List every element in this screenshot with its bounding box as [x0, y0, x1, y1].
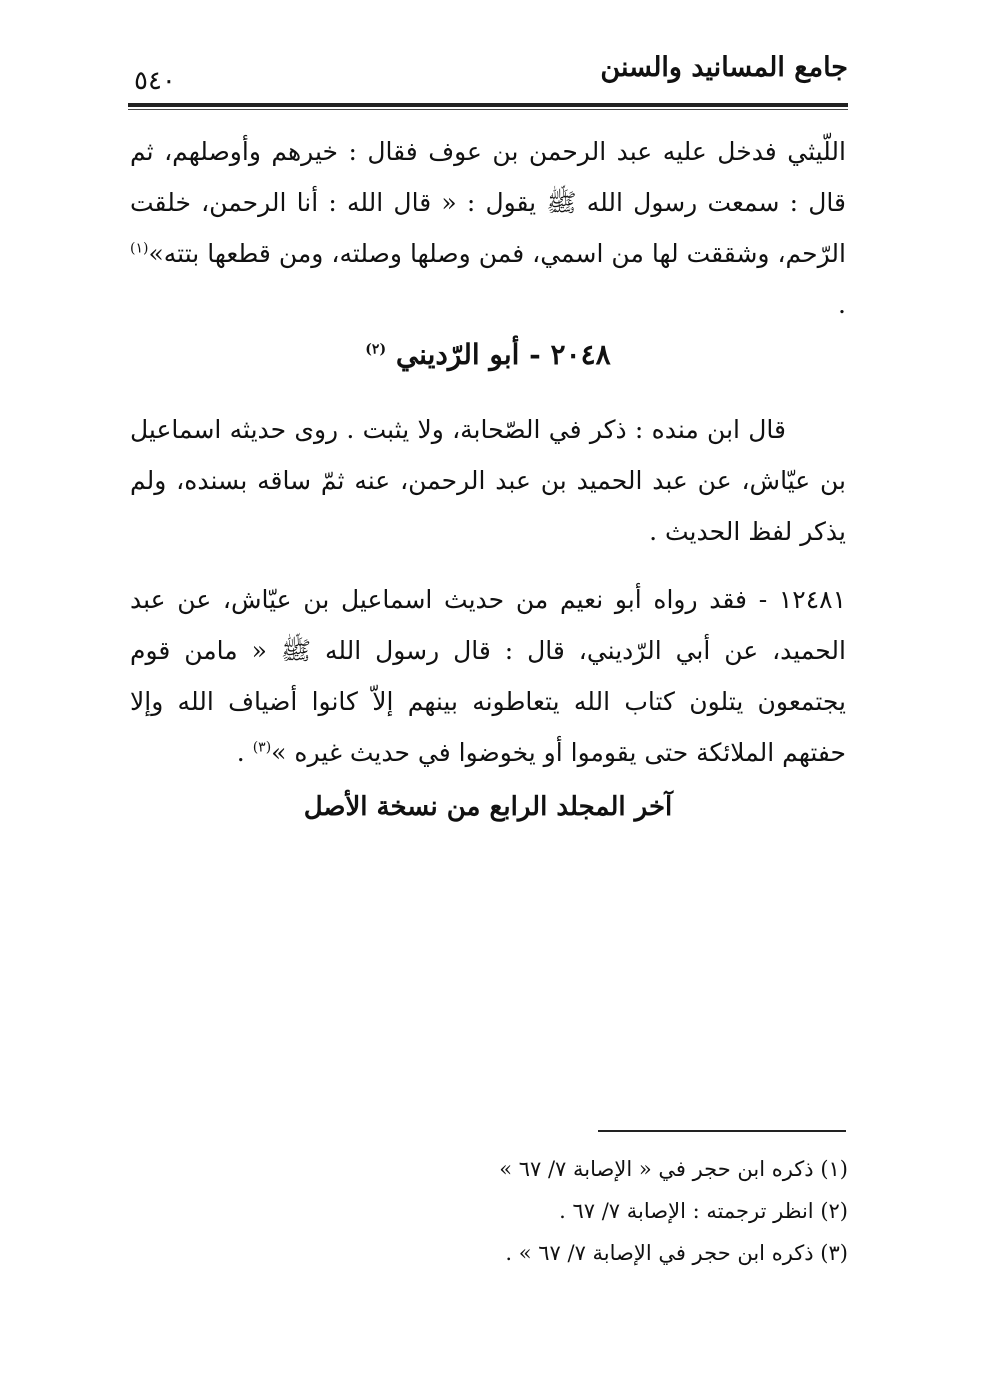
footnote-3: (٣) ذكره ابن حجر في الإصابة ٧/ ٦٧ » . — [505, 1241, 848, 1265]
footnote-rule — [598, 1130, 846, 1132]
running-title: جامع المسانيد والسنن — [600, 52, 848, 83]
footnote-marker-3: (٣) — [252, 739, 272, 756]
paragraph-1-end: . — [838, 290, 846, 319]
section-end-note: آخر المجلد الرابع من نسخة الأصل — [303, 792, 673, 822]
entry-heading-text: ٢٠٤٨ - أبو الرّديني — [395, 338, 611, 371]
paragraph-1 — [130, 126, 846, 330]
footnote-1: (١) ذكره ابن حجر في « الإصابة ٧/ ٦٧ » — [499, 1157, 848, 1181]
footnote-2: (٢) انظر ترجمته : الإصابة ٧/ ٦٧ . — [559, 1199, 848, 1223]
footnotes — [300, 1148, 848, 1274]
header-rule — [128, 103, 848, 107]
footnote-marker-1: (١) — [130, 240, 149, 257]
header-rule-thin — [128, 109, 848, 110]
page-number: ٥٤٠ — [134, 66, 176, 96]
paragraph-3-text: ١٢٤٨١ - فقد رواه أبو نعيم من حديث اسماعيل بن عيّاش، عن عبد الحميد، عن أبي الرّديني، قال : قال رسول الله ﷺ « مامن قوم يجتمعون يتلون كتاب الله يتعاطونه بينهم إلاّ كانوا أضياف الله وإلا حفتهم الملائكة حتى يقوموا أو يخوضوا في حديث غيره » — [130, 585, 846, 767]
footnote-marker-2: (٢) — [365, 341, 387, 358]
paragraph-3-end: . — [236, 738, 253, 767]
paragraph-2: قال ابن منده : ذكر في الصّحابة، ولا يثبت . روى حديثه اسماعيل بن عيّاش، عن عبد الحميد بن عبد الرحمن، عنه ثمّ ساقه بسنده، ولم يذكر لفظ الحديث . — [130, 415, 846, 546]
paragraph-1-text: اللّيثي فدخل عليه عبد الرحمن بن عوف فقال : خيرهم وأوصلهم، ثم قال : سمعت رسول الله ﷺ يقول : « قال الله : أنا الرحمن، خلقت الرّحم، وشققت لها من اسمي، فمن وصلها وصلته، ومن قطعها بتته» — [130, 137, 846, 268]
paragraph-3 — [130, 574, 846, 778]
page-header — [128, 48, 848, 100]
entry-heading — [130, 338, 846, 371]
